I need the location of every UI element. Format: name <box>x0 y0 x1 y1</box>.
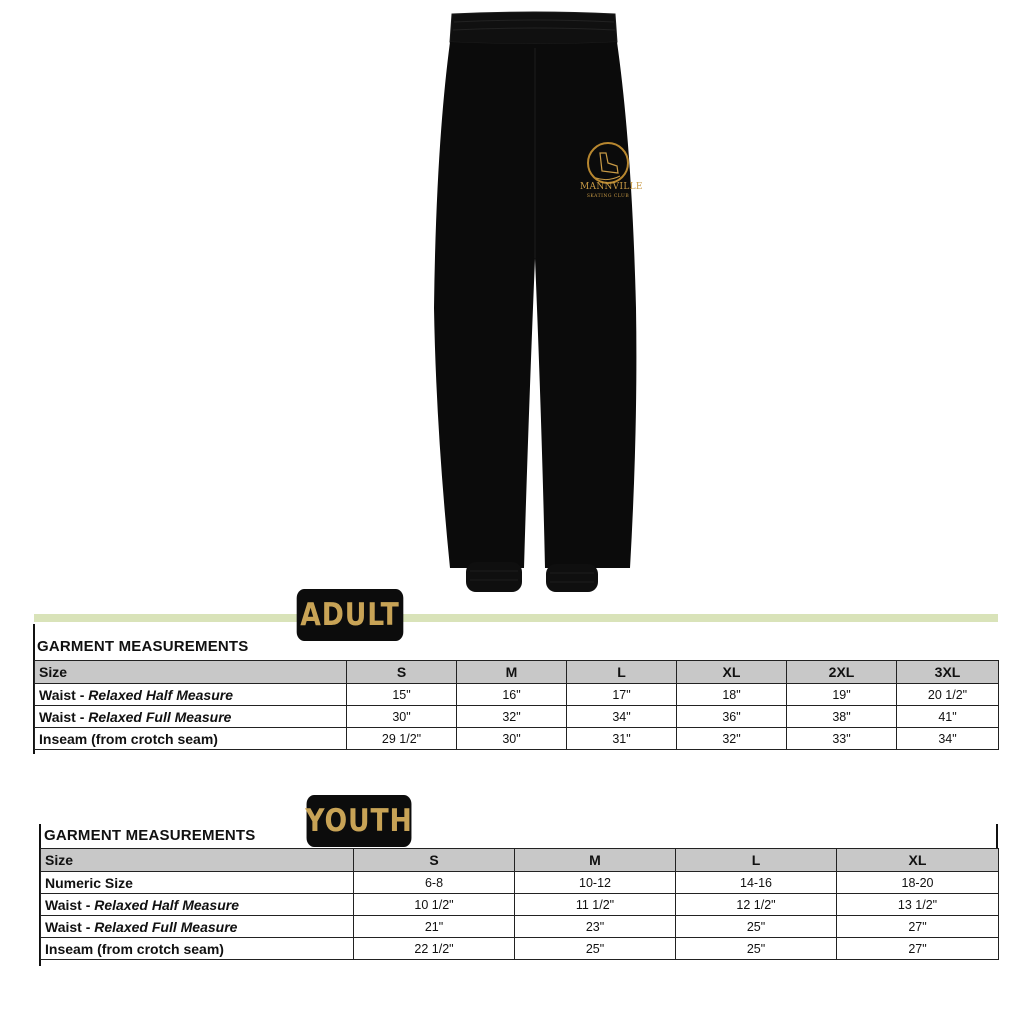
youth-measurement-cell: 21" <box>354 916 515 938</box>
adult-measurement-cell: 16" <box>457 684 567 706</box>
youth-row-label-main: Numeric Size <box>45 874 133 891</box>
adult-measurement-cell: 18" <box>677 684 787 706</box>
adult-measurement-cell: 30" <box>347 706 457 728</box>
adult-measurement-cell: 34" <box>897 728 999 750</box>
adult-size-header-cell: M <box>457 661 567 684</box>
adult-row-label <box>35 728 347 750</box>
adult-measurement-cell: 29 1/2" <box>347 728 457 750</box>
youth-measurement-cell: 6-8 <box>354 872 515 894</box>
adult-measurement-cell: 38" <box>787 706 897 728</box>
youth-measurement-cell: 10 1/2" <box>354 894 515 916</box>
adult-row-label-main: Waist - <box>39 686 89 703</box>
youth-size-label: Size <box>41 849 354 872</box>
youth-measurement-cell: 13 1/2" <box>837 894 999 916</box>
adult-row-label-main: Waist - <box>39 708 89 725</box>
adult-table-row <box>35 706 999 728</box>
adult-measurement-cell: 15" <box>347 684 457 706</box>
adult-table-row <box>35 728 999 750</box>
adult-size-header-cell: S <box>347 661 457 684</box>
adult-measurement-cell: 30" <box>457 728 567 750</box>
youth-row-label <box>41 938 354 960</box>
adult-row-label <box>35 706 347 728</box>
youth-row-label-detail: Relaxed Full Measure <box>94 918 238 935</box>
youth-size-header-cell: M <box>515 849 676 872</box>
adult-measurement-cell: 33" <box>787 728 897 750</box>
youth-row-label-main: Waist - <box>45 896 95 913</box>
youth-measurement-cell: 23" <box>515 916 676 938</box>
adult-measurement-cell: 17" <box>567 684 677 706</box>
youth-badge: YOUTH <box>307 795 412 847</box>
youth-measurement-cell: 14-16 <box>676 872 837 894</box>
adult-table-row <box>35 684 999 706</box>
youth-table-row <box>41 938 999 960</box>
youth-measurement-cell: 25" <box>676 938 837 960</box>
youth-row-label <box>41 872 354 894</box>
youth-table-row <box>41 872 999 894</box>
youth-measurement-cell: 11 1/2" <box>515 894 676 916</box>
youth-measurement-cell: 27" <box>837 938 999 960</box>
adult-measurement-cell: 34" <box>567 706 677 728</box>
adult-measurement-cell: 31" <box>567 728 677 750</box>
adult-size-header-row <box>35 661 999 684</box>
adult-row-label-detail: Relaxed Half Measure <box>88 686 233 703</box>
youth-row-label-main: Waist - <box>45 918 95 935</box>
adult-table-title: GARMENT MEASUREMENTS <box>37 638 249 655</box>
adult-size-header-cell: L <box>567 661 677 684</box>
youth-table-row <box>41 894 999 916</box>
adult-measurement-cell: 20 1/2" <box>897 684 999 706</box>
adult-accent-line <box>34 614 998 622</box>
logo-tagline: SKATING CLUB <box>586 194 630 199</box>
adult-row-label-main: Inseam (from crotch seam) <box>39 730 218 747</box>
youth-row-label <box>41 916 354 938</box>
youth-table-title: GARMENT MEASUREMENTS <box>44 827 256 844</box>
youth-measurement-cell: 25" <box>515 938 676 960</box>
youth-measurement-cell: 22 1/2" <box>354 938 515 960</box>
adult-measurement-cell: 41" <box>897 706 999 728</box>
youth-measurement-cell: 12 1/2" <box>676 894 837 916</box>
adult-size-header-cell: 2XL <box>787 661 897 684</box>
logo-name: MANNVILLE <box>580 182 643 192</box>
adult-measurement-cell: 36" <box>677 706 787 728</box>
sweatpants-illustration <box>420 8 650 598</box>
youth-measurement-cell: 18-20 <box>837 872 999 894</box>
youth-measurement-cell: 27" <box>837 916 999 938</box>
youth-frame-right <box>996 824 998 850</box>
adult-measurement-cell: 32" <box>457 706 567 728</box>
adult-measurement-cell: 19" <box>787 684 897 706</box>
youth-size-header-cell: L <box>676 849 837 872</box>
youth-measurement-cell: 25" <box>676 916 837 938</box>
youth-row-label <box>41 894 354 916</box>
adult-measurement-cell: 32" <box>677 728 787 750</box>
youth-measurement-cell: 10-12 <box>515 872 676 894</box>
youth-row-label-detail: Relaxed Half Measure <box>94 896 239 913</box>
youth-size-header-cell: S <box>354 849 515 872</box>
youth-measurement-table <box>40 848 999 960</box>
product-image-sweatpants <box>420 8 650 598</box>
adult-size-header-cell: 3XL <box>897 661 999 684</box>
adult-size-header-cell: XL <box>677 661 787 684</box>
adult-size-label: Size <box>35 661 347 684</box>
youth-size-header-row <box>41 849 999 872</box>
adult-measurement-table <box>34 660 999 750</box>
adult-row-label <box>35 684 347 706</box>
youth-table-row <box>41 916 999 938</box>
youth-row-label-main: Inseam (from crotch seam) <box>45 940 224 957</box>
adult-row-label-detail: Relaxed Full Measure <box>88 708 232 725</box>
youth-size-header-cell: XL <box>837 849 999 872</box>
adult-badge: ADULT <box>297 589 404 641</box>
